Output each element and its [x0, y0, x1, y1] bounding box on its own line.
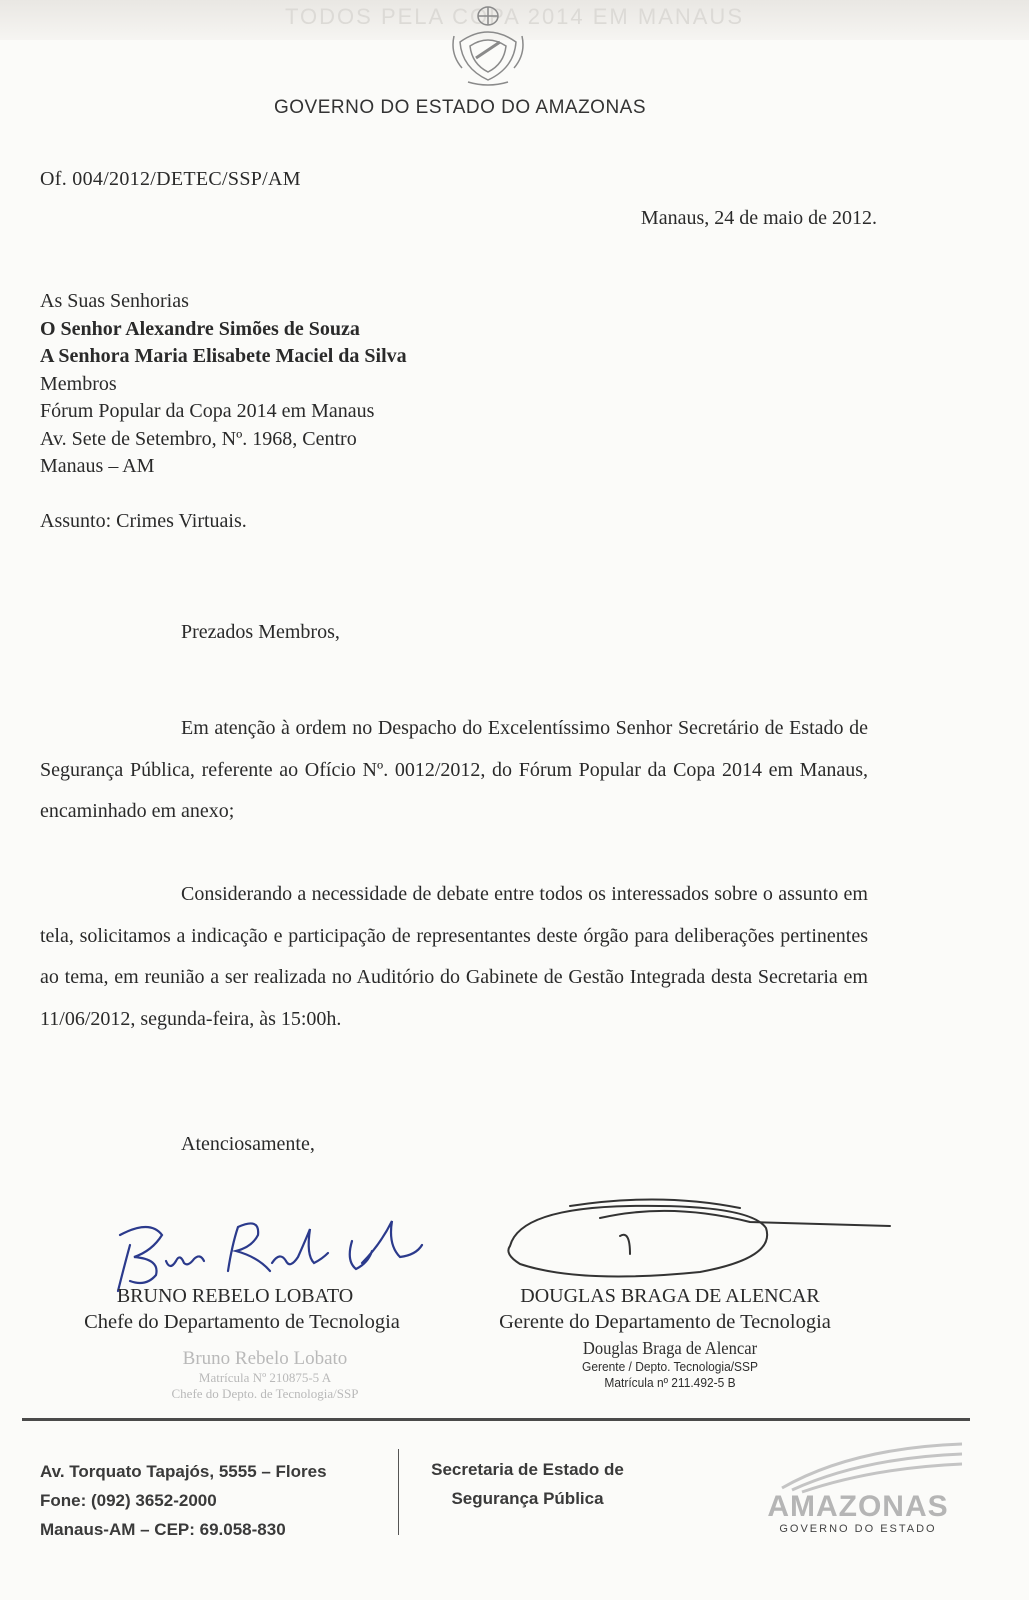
- left-signer-name: BRUNO REBELO LOBATO: [116, 1285, 354, 1307]
- addressee-line: Av. Sete de Setembro, Nº. 1968, Centro: [40, 427, 357, 450]
- addressee-line: Manaus – AM: [40, 455, 155, 477]
- footer-city-zip: Manaus-AM – CEP: 69.058-830: [40, 1520, 286, 1539]
- left-signer-role: Chefe do Departamento de Tecnologia: [84, 1311, 400, 1333]
- addressee-line: Fórum Popular da Copa 2014 em Manaus: [40, 400, 375, 422]
- stamp-registration: Matrícula Nº 210875-5 A: [198, 1370, 332, 1385]
- amazonas-logo: [742, 1438, 974, 1538]
- government-title: GOVERNO DO ESTADO DO AMAZONAS: [273, 97, 647, 118]
- right-signer-stamp: [530, 1338, 810, 1391]
- stamp-registration: Matrícula nº 211.492-5 B: [604, 1375, 736, 1390]
- footer-vertical-divider: [398, 1449, 399, 1535]
- footer-address: [40, 1457, 327, 1544]
- body-paragraph-2: Considerando a necessidade de debate entre todos os interessados sobre o assunto em tela, solicitamos a indicação e participação de representantes deste órgão para deliberações pertinentes ao tema, em reunião a ser realizada no Auditório do Gabinete de Gestão Integrada desta Secretaria em 11/06/2012, segunda-feira, às 15:00h.: [40, 883, 868, 1030]
- logo-wave-icon: [772, 1438, 972, 1494]
- stamp-department: Chefe do Depto. de Tecnologia/SSP: [171, 1386, 359, 1401]
- footer-divider: [22, 1418, 970, 1421]
- logo-subtitle: GOVERNO DO ESTADO: [779, 1523, 937, 1535]
- stamp-title: Gerente / Depto. Tecnologia/SSP: [582, 1359, 758, 1374]
- stamp-name: Bruno Rebelo Lobato: [182, 1348, 348, 1369]
- salutation: Prezados Membros,: [181, 621, 340, 643]
- footer-agency-line: Secretaria de Estado de: [431, 1460, 624, 1479]
- footer-agency: [420, 1455, 635, 1513]
- stamp-name: Douglas Braga de Alencar: [582, 1338, 758, 1358]
- footer-phone: Fone: (092) 3652-2000: [40, 1491, 217, 1510]
- right-signer-role: Gerente do Departamento de Tecnologia: [499, 1311, 831, 1333]
- body-paragraph-1: Em atenção à ordem no Despacho do Excelentíssimo Senhor Secretário de Estado de Segurança Pública, referente ao Ofício Nº. 0012/2012, do Fórum Popular da Copa 2014 em Manaus, encaminhado em anexo;: [40, 717, 868, 822]
- right-signer-name: DOUGLAS BRAGA DE ALENCAR: [520, 1285, 820, 1307]
- addressee-block: [40, 288, 407, 481]
- left-handwritten-signature: [100, 1205, 440, 1295]
- addressee-line: As Suas Senhorias: [40, 290, 189, 312]
- addressee-name: O Senhor Alexandre Simões de Souza: [40, 317, 360, 340]
- subject-line: Assunto: Crimes Virtuais.: [40, 510, 247, 532]
- left-signer-stamp: [120, 1348, 410, 1402]
- faint-header-text: TODOS PELA COPA 2014 EM MANAUS: [285, 4, 744, 29]
- document-reference: Of. 004/2012/DETEC/SSP/AM: [40, 168, 301, 190]
- addressee-line: Membros: [40, 372, 117, 395]
- footer-address-line: Av. Torquato Tapajós, 5555 – Flores: [40, 1462, 327, 1481]
- closing-line: Atenciosamente,: [181, 1133, 315, 1155]
- state-coat-of-arms-icon: [448, 2, 528, 88]
- right-handwritten-signature: [500, 1188, 900, 1288]
- logo-wordmark: AMAZONAS: [767, 1490, 949, 1523]
- footer-agency-line: Segurança Pública: [451, 1489, 604, 1508]
- addressee-name: A Senhora Maria Elisabete Maciel da Silva: [40, 345, 407, 367]
- date-line: Manaus, 24 de maio de 2012.: [640, 207, 877, 229]
